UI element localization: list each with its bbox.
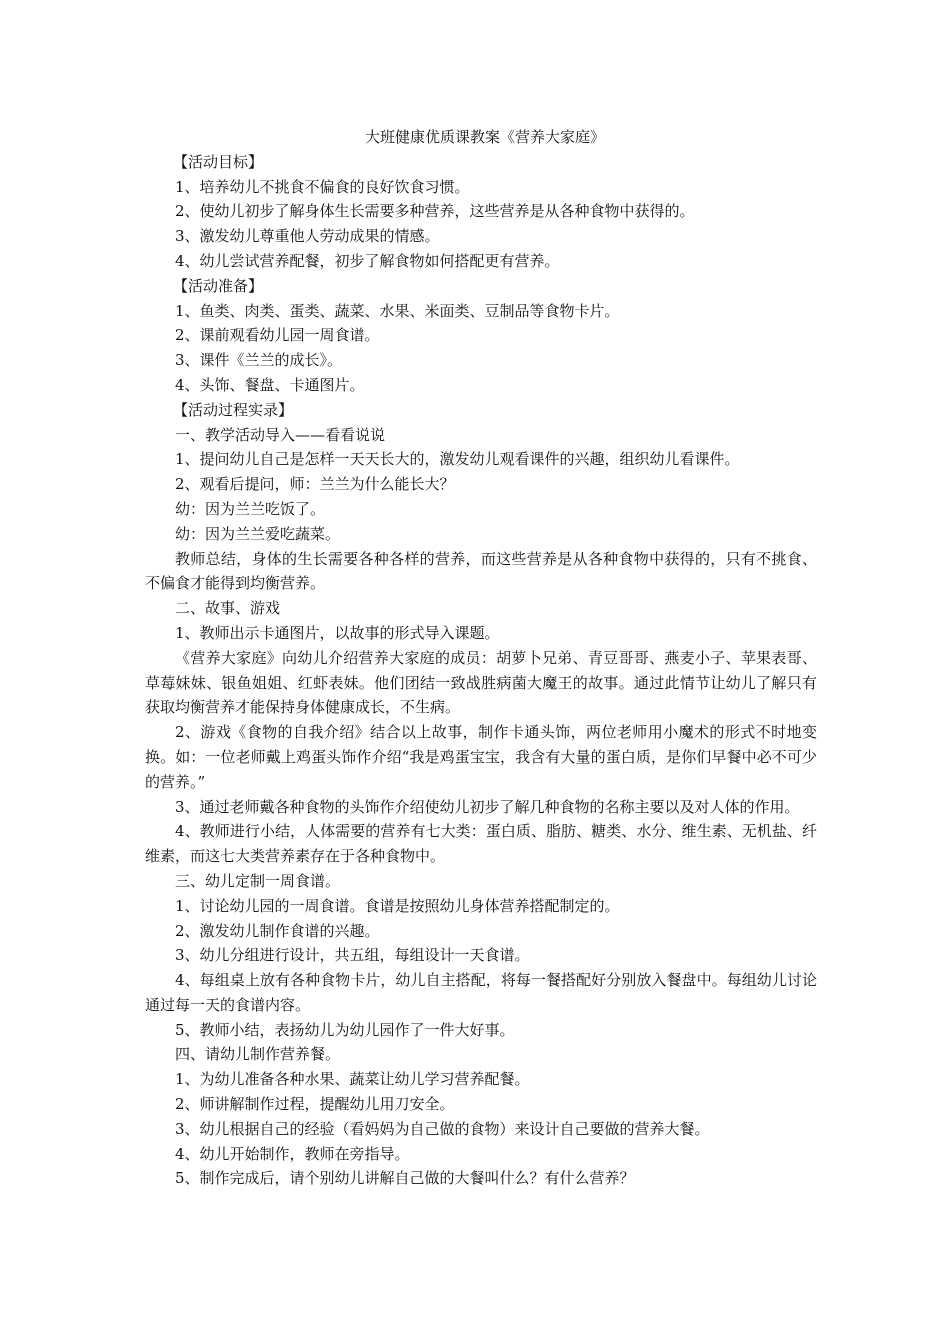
section-heading: 【活动目标】 (173, 152, 264, 171)
paragraph: 5、教师小结，表扬幼儿为幼儿园作了一件大好事。 (175, 1020, 515, 1039)
paragraph: 1、为幼儿准备各种水果、蔬菜让幼儿学习营养配餐。 (175, 1070, 530, 1089)
document-body (145, 150, 817, 1191)
paragraph: 2、师讲解制作过程，提醒幼儿用刀安全。 (175, 1095, 455, 1114)
paragraph: 幼：因为兰兰吃饭了。 (175, 499, 326, 518)
paragraph: 2、使幼儿初步了解身体生长需要多种营养，这些营养是从各种食物中获得的。 (175, 202, 695, 221)
paragraph: 《营养大家庭》向幼儿介绍营养大家庭的成员：胡萝卜兄弟、青豆哥哥、燕麦小子、苹果表哥、草莓妹妹、银鱼姐姐、红虾表妹。他们团结一致战胜病菌大魔王的故事。通过此情节让幼儿了解只有获取均衡营养才能保持身体健康成长，不生病。 (145, 648, 817, 717)
paragraph: 5、制作完成后，请个别幼儿讲解自己做的大餐叫什么？有什么营养？ (175, 1169, 635, 1188)
paragraph: 二、故事、游戏 (175, 599, 281, 618)
paragraph: 2、激发幼儿制作食谱的兴趣。 (175, 921, 380, 940)
paragraph: 1、培养幼儿不挑食不偏食的良好饮食习惯。 (175, 177, 470, 196)
paragraph: 3、激发幼儿尊重他人劳动成果的情感。 (175, 227, 440, 246)
paragraph: 3、幼儿分组进行设计，共五组，每组设计一天食谱。 (175, 946, 530, 965)
paragraph: 4、幼儿开始制作，教师在旁指导。 (175, 1144, 410, 1163)
paragraph: 3、通过老师戴各种食物的头饰作介绍使幼儿初步了解几种食物的名称主要以及对人体的作用。 (175, 797, 800, 816)
section-heading: 【活动准备】 (173, 276, 264, 295)
paragraph: 1、教师出示卡通图片，以故事的形式导入课题。 (175, 623, 500, 642)
paragraph: 2、游戏《食物的自我介绍》结合以上故事，制作卡通头饰，两位老师用小魔术的形式不时地变换。如：一位老师戴上鸡蛋头饰作介绍“我是鸡蛋宝宝，我含有大量的蛋白质，是你们早餐中必不可少的营养。” (145, 723, 817, 791)
paragraph: 4、幼儿尝试营养配餐，初步了解食物如何搭配更有营养。 (175, 251, 560, 270)
paragraph: 4、教师进行小结，人体需要的营养有七大类：蛋白质、脂肪、糖类、水分、维生素、无机盐、纤维素，而这七大类营养素存在于各种食物中。 (145, 822, 817, 866)
paragraph: 一、教学活动导入——看看说说 (175, 425, 386, 444)
paragraph: 1、讨论幼儿园的一周食谱。食谱是按照幼儿身体营养搭配制定的。 (175, 896, 620, 915)
paragraph: 3、课件《兰兰的成长》。 (175, 351, 343, 370)
paragraph: 三、幼儿定制一周食谱。 (175, 871, 341, 890)
paragraph: 1、提问幼儿自己是怎样一天天长大的，激发幼儿观看课件的兴趣，组织幼儿看课件。 (175, 450, 740, 469)
document-page (145, 125, 817, 1191)
paragraph: 2、课前观看幼儿园一周食谱。 (175, 326, 380, 345)
paragraph: 4、每组桌上放有各种食物卡片，幼儿自主搭配，将每一餐搭配好分别放入餐盘中。每组幼儿讨论通过每一天的食谱内容。 (145, 971, 817, 1014)
paragraph: 四、请幼儿制作营养餐。 (175, 1045, 341, 1064)
document-title: 大班健康优质课教案《营养大家庭》 (364, 128, 605, 146)
paragraph: 4、头饰、餐盘、卡通图片。 (175, 375, 365, 394)
paragraph: 1、鱼类、肉类、蛋类、蔬菜、水果、米面类、豆制品等食物卡片。 (175, 301, 620, 320)
paragraph: 幼：因为兰兰爱吃蔬菜。 (175, 524, 341, 543)
paragraph: 2、观看后提问，师：兰兰为什么能长大？ (175, 475, 455, 494)
paragraph: 教师总结，身体的生长需要各种各样的营养，而这些营养是从各种食物中获得的，只有不挑食、不偏食才能得到均衡营养。 (145, 549, 817, 593)
paragraph: 3、幼儿根据自己的经验（看妈妈为自己做的食物）来设计自己要做的营养大餐。 (175, 1119, 710, 1138)
section-heading: 【活动过程实录】 (173, 400, 294, 419)
